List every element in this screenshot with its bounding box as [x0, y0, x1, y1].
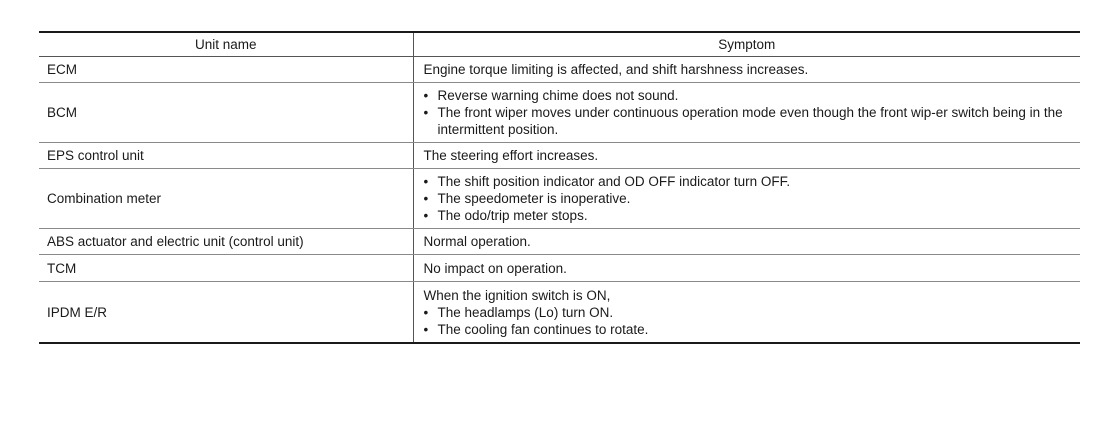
symptom-bullet-text: The cooling fan continues to rotate. [437, 321, 649, 337]
symptom-cell [413, 282, 1080, 344]
symptom-bullet-item [424, 87, 1073, 104]
symptom-bullet-text: Reverse warning chime does not sound. [437, 88, 679, 103]
unit-name-cell: EPS control unit [39, 143, 413, 169]
table-header [39, 32, 1080, 57]
table-row [39, 143, 1080, 169]
bullet-icon: • [423, 174, 429, 189]
symptom-bullet-item [424, 207, 1073, 224]
symptom-bullet-item [424, 321, 1073, 338]
table-row [39, 282, 1080, 344]
header-symptom: Symptom [413, 32, 1080, 57]
unit-name-cell: TCM [39, 255, 413, 282]
table-row [39, 83, 1080, 143]
bullet-icon: • [423, 191, 429, 206]
unit-name-cell: Combination meter [39, 169, 413, 229]
symptom-cell [413, 83, 1080, 143]
header-unit-name: Unit name [194, 37, 257, 52]
unit-name-cell: IPDM E/R [39, 282, 413, 344]
table-body [39, 57, 1080, 344]
symptom-table-container [39, 31, 1080, 344]
symptom-bullet-item [424, 173, 1073, 190]
symptom-bullet-text: The front wiper moves under continuous operation mode even though the front wip-er switch being in the intermittent position. [437, 105, 1063, 137]
symptom-cell: Engine torque limiting is affected, and shift harshness increases. [413, 57, 1080, 83]
bullet-icon: • [423, 208, 429, 223]
symptom-cell [413, 169, 1080, 229]
symptom-bullet-text: The speedometer is inoperative. [437, 191, 631, 206]
table-row [39, 255, 1080, 282]
table-row [39, 57, 1080, 83]
symptom-cell: Normal operation. [413, 229, 1080, 255]
symptom-table [39, 31, 1080, 344]
table-row [39, 229, 1080, 255]
unit-name-cell: BCM [39, 83, 413, 143]
bullet-icon: • [423, 321, 429, 337]
table-row [39, 169, 1080, 229]
unit-name-cell: ECM [39, 57, 413, 83]
symptom-bullet-text: The shift position indicator and OD OFF indicator turn OFF. [437, 174, 791, 189]
symptom-bullet-item [424, 190, 1073, 207]
bullet-icon: • [423, 88, 429, 103]
unit-name-cell: ABS actuator and electric unit (control unit) [39, 229, 413, 255]
bullet-icon: • [423, 105, 429, 120]
symptom-bullet-item [424, 104, 1073, 138]
bullet-icon: • [423, 304, 429, 320]
header-row [39, 32, 1080, 57]
symptom-bullet-item [424, 304, 1073, 321]
symptom-bullet-text: The odo/trip meter stops. [437, 208, 588, 223]
symptom-intro-text: When the ignition switch is ON, [423, 287, 611, 303]
symptom-cell: No impact on operation. [413, 255, 1080, 282]
symptom-bullet-text: The headlamps (Lo) turn ON. [437, 304, 614, 320]
symptom-cell: The steering effort increases. [413, 143, 1080, 169]
